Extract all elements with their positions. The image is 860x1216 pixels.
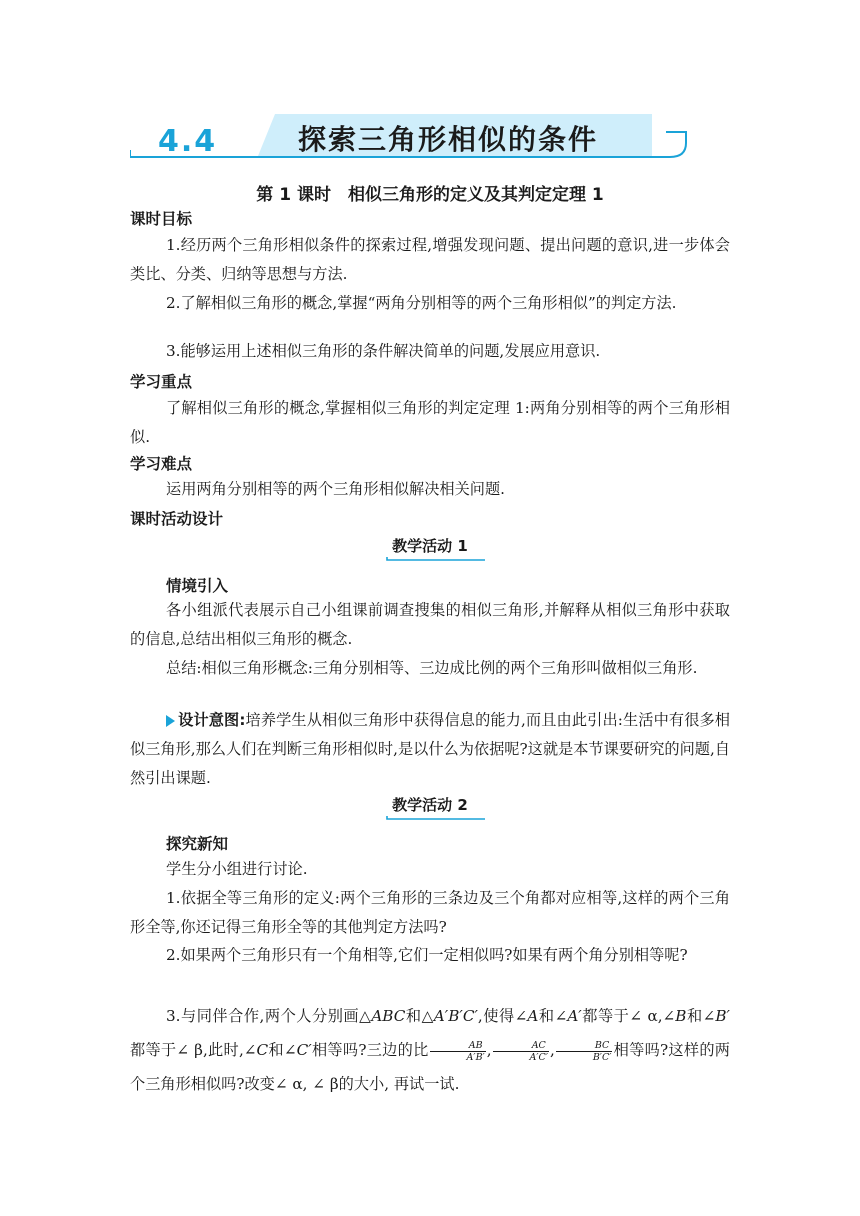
goal-item-1: 1.经历两个三角形相似条件的探索过程,增强发现问题、提出问题的意识,进一步体会类比、分类、归纳等思想与方法. — [130, 236, 730, 283]
activity-2-para-0: 学生分小组进行讨论. — [166, 860, 308, 878]
activity-2-text: 教学活动 2 — [392, 796, 468, 814]
design-intent-label: 设计意图: — [178, 711, 246, 729]
section-number: 4.4 — [158, 124, 218, 159]
activity-1-label — [0, 535, 860, 562]
triangle-bullet-icon — [166, 715, 175, 727]
activity-2-label — [0, 794, 860, 821]
fraction-denominator: A′C′ — [529, 1051, 548, 1063]
activity-1-subheading: 情境引入 — [166, 577, 229, 595]
fraction-denominator: A′B′ — [466, 1051, 485, 1063]
activity-2-para-2: 2.如果两个三角形只有一个角相等,它们一定相似吗?如果有两个角分别相等呢? — [166, 946, 688, 964]
goal-item-3: 3.能够运用上述相似三角形的条件解决简单的问题,发展应用意识. — [166, 342, 601, 360]
activity-underline — [386, 556, 486, 562]
p3-text: 相等吗?这样的两个三角形相似吗?改变∠ α, ∠ β的大小, 再试一试. — [130, 1041, 730, 1093]
ratio-bc — [556, 1040, 613, 1063]
activity-1-para-2: 总结:相似三角形概念:三角分别相等、三边成比例的两个三角形叫做相似三角形. — [166, 659, 698, 677]
difficulty-heading: 学习难点 — [130, 455, 193, 473]
fraction-denominator: B′C′ — [592, 1051, 612, 1063]
design-intent — [130, 706, 730, 793]
separator: , — [549, 1041, 555, 1059]
ratio-ab — [430, 1040, 486, 1063]
p3-var: C′ — [296, 1041, 312, 1059]
p3-var: A′ — [567, 1007, 582, 1025]
goal-item-2: 2.了解相似三角形的概念,掌握“两角分别相等的两个三角形相似”的判定方法. — [166, 294, 677, 312]
p3-text: ,使得∠ — [477, 1007, 528, 1025]
separator: , — [486, 1041, 492, 1059]
difficulty-text: 运用两角分别相等的两个三角形相似解决相关问题. — [166, 480, 505, 498]
p3-text: 都等于∠ α,∠ — [581, 1007, 676, 1025]
p3-text: 和∠ — [268, 1041, 297, 1059]
p3-text: 和∠ — [538, 1007, 568, 1025]
activity-1-para-1: 各小组派代表展示自己小组课前调查搜集的相似三角形,并解释从相似三角形中获取的信息,总结出相似三角形的概念. — [130, 601, 730, 648]
activity-underline — [386, 815, 486, 821]
design-intent-text: 培养学生从相似三角形中获得信息的能力,而且由此引出:生活中有很多相似三角形,那么人们在判断三角形相似时,是以什么为依据呢?这就是本节课要研究的问题,自然引出课题. — [130, 711, 730, 787]
activity-1-text: 教学活动 1 — [392, 537, 468, 555]
p3-text: 和∠ — [686, 1007, 716, 1025]
section-title: 探索三角形相似的条件 — [298, 123, 599, 156]
key-point-text: 了解相似三角形的概念,掌握相似三角形的判定定理 1:两角分别相等的两个三角形相似. — [130, 399, 730, 446]
p3-text: 和△ — [405, 1007, 434, 1025]
ratio-ac — [493, 1040, 549, 1063]
p3-var: B — [675, 1007, 687, 1025]
fraction-numerator: AB — [430, 1040, 486, 1052]
p3-var: B′ — [715, 1007, 730, 1025]
activity-2-subheading: 探究新知 — [166, 835, 229, 853]
p3-var: A′B′C′ — [433, 1007, 478, 1025]
key-point-heading: 学习重点 — [130, 373, 193, 391]
design-heading: 课时活动设计 — [130, 510, 224, 528]
activity-2-para-1: 1.依据全等三角形的定义:两个三角形的三条边及三个角都对应相等,这样的两个三角形全等,你还记得三角形全等的其他判定方法吗? — [130, 889, 730, 936]
goals-heading: 课时目标 — [130, 210, 193, 228]
p3-text: 都等于∠ β,此时,∠ — [130, 1041, 257, 1059]
section-banner — [130, 110, 690, 166]
activity-2-para-3 — [130, 999, 730, 1101]
fraction-numerator: AC — [493, 1040, 549, 1052]
lesson-title: 第 1 课时 相似三角形的定义及其判定定理 1 — [256, 185, 604, 205]
p3-var: A — [527, 1007, 539, 1025]
fraction-numerator: BC — [556, 1040, 613, 1052]
p3-var: C — [256, 1041, 269, 1059]
p3-text: 3.与同伴合作,两个人分别画△ — [166, 1007, 372, 1025]
p3-text: 相等吗?三边的比 — [311, 1041, 429, 1059]
p3-var: ABC — [371, 1007, 406, 1025]
